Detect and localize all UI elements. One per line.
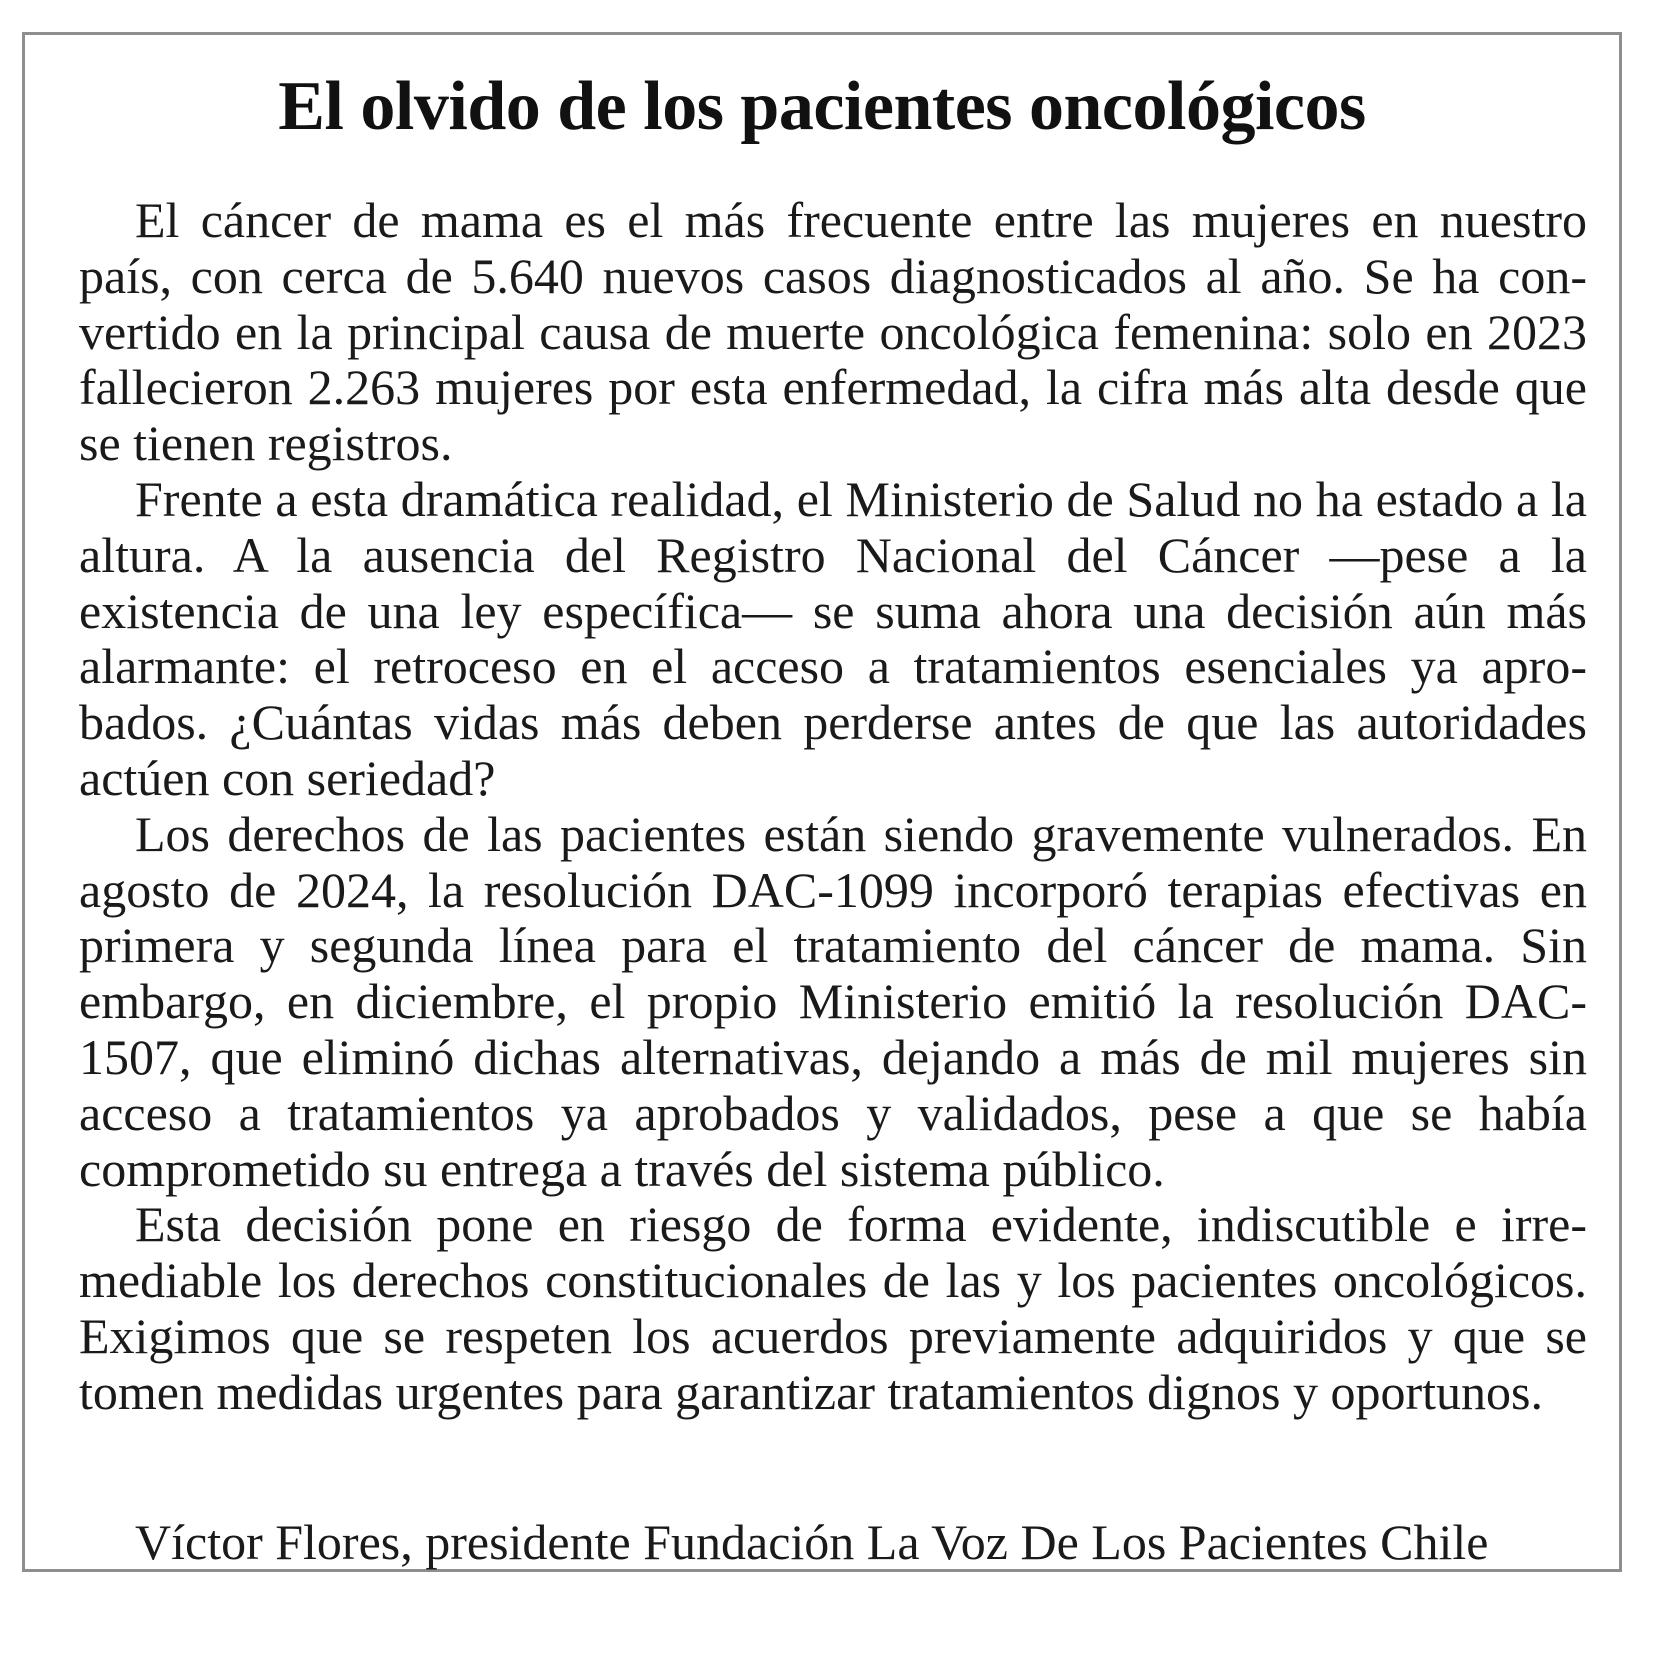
paragraph-2: Frente a esta dramática realidad, el Ministerio de Salud no ha estado a la altura. A la ausencia del Registro Nacional del Cáncer —pese a la existencia de una ley específica— se suma ahora una decisión aún más alarmante: el retroceso en el acceso a tratamientos esenciales ya aprobados. ¿Cuántas vidas más deben perderse antes de que las autoridades actúen con seriedad? xyxy=(79,470,1587,806)
article-box xyxy=(22,32,1622,1572)
article-body xyxy=(79,193,1587,1421)
paragraph-3: Los derechos de las pacientes están siendo gravemente vulnerados. En agosto de 2024, la resolución DAC-1099 incorporó terapias efectivas en primera y segunda línea para el tratamiento del cáncer de mama. Sin embargo, en diciembre, el propio Ministerio emitió la resolución DAC-1507, que eliminó dichas alternativas, dejando a más de mil mujeres sin acceso a tratamientos ya aprobados y validados, pese a que se había comprometido su entrega a través del sistema público. xyxy=(79,805,1587,1197)
paragraph-4: Esta decisión pone en riesgo de forma evidente, indiscutible e irremediable los derechos constitucionales de las y los pacientes oncológicos. Exigimos que se respeten los acuerdos previamente adquiridos y que se tomen medidas urgentes para garantizar tratamientos dignos y oportunos. xyxy=(79,1196,1587,1420)
paragraph-1: El cáncer de mama es el más frecuente entre las mujeres en nuestro país, con cerca de 5.640 nuevos casos diagnosticados al año. Se ha convertido en la principal causa de muerte oncológica femenina: solo en 2023 fallecieron 2.263 mujeres por esta enfermedad, la cifra más alta desde que se tienen registros. xyxy=(79,192,1587,472)
author-signature: Víctor Flores, presidente Fundación La Voz De Los Pacientes Chile xyxy=(135,1514,1489,1570)
article-title: El olvido de los pacientes oncológicos xyxy=(278,68,1366,145)
